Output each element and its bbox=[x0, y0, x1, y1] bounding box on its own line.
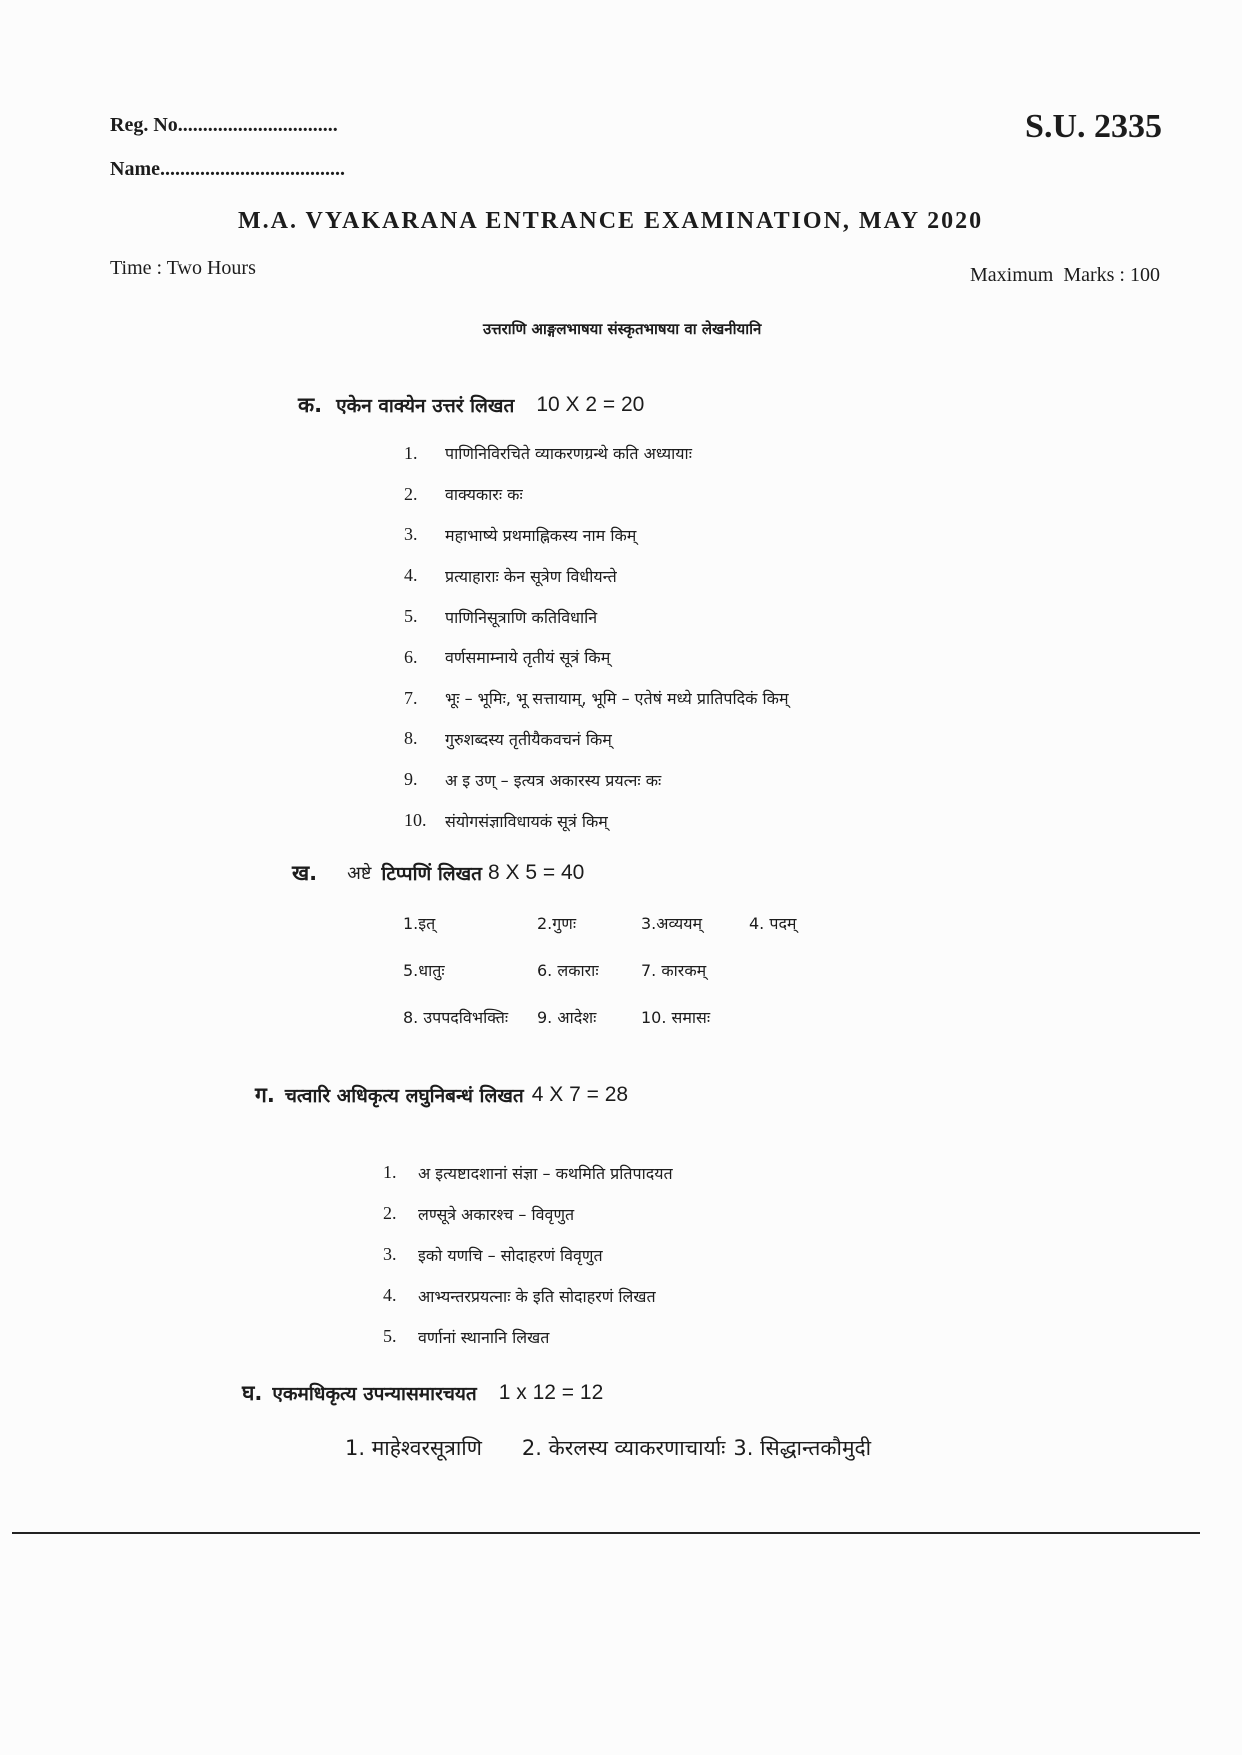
topic-text: लण्सूत्रे अकारश्च – विवृणुत bbox=[418, 1204, 575, 1224]
composition-topic-item: 2. केरलस्य व्याकरणाचार्याः bbox=[521, 1436, 726, 1460]
section-kha-topics bbox=[403, 899, 797, 1040]
question-item bbox=[404, 759, 789, 800]
question-text: अ इ उण् – इत्यत्र अकारस्य प्रयत्नः कः bbox=[445, 770, 662, 790]
section-kha-heading-count: अष्टे bbox=[347, 863, 372, 884]
question-item bbox=[404, 515, 789, 556]
topic-number: 3. bbox=[383, 1244, 397, 1264]
question-text: गुरुशब्दस्य तृतीयैकवचनं किम् bbox=[445, 729, 612, 749]
section-ka-marks: 10 X 2 = 20 bbox=[536, 393, 645, 416]
topic-number: 1. bbox=[383, 1162, 397, 1182]
question-text: वर्णसमाम्नाये तृतीयं सूत्रं किम् bbox=[445, 648, 611, 668]
note-topic-item: 4. पदम् bbox=[749, 913, 797, 933]
note-topic-item: 9. आदेशः bbox=[537, 1007, 597, 1027]
essay-topic-item bbox=[383, 1316, 673, 1357]
reg-no-field: Reg. No................................ bbox=[110, 114, 338, 136]
topic-number: 2. bbox=[383, 1203, 397, 1223]
page-bottom-rule bbox=[12, 1532, 1200, 1534]
section-gha-heading: एकमधिकृत्य उपन्यासमारचयत bbox=[272, 1383, 477, 1405]
section-ka-header bbox=[298, 385, 644, 425]
note-topic-item: 2.गुणः bbox=[537, 913, 577, 933]
note-topic-item: 7. कारकम् bbox=[641, 960, 707, 980]
question-number: 8. bbox=[404, 728, 418, 749]
time-label: Time : Two Hours bbox=[110, 257, 256, 279]
question-item bbox=[404, 433, 789, 474]
note-topic-item: 1.इत् bbox=[403, 913, 436, 933]
topic-number: 5. bbox=[383, 1326, 397, 1346]
essay-topic-item bbox=[383, 1193, 673, 1234]
composition-topic-item: 3. सिद्धान्तकौमुदी bbox=[733, 1436, 872, 1460]
note-topic-item: 8. उपपदविभक्तिः bbox=[403, 1007, 509, 1027]
section-gha-label: घ. bbox=[242, 1381, 263, 1405]
section-gha-header bbox=[242, 1373, 603, 1413]
section-ga-header bbox=[255, 1075, 628, 1115]
question-number: 9. bbox=[404, 769, 418, 790]
question-item bbox=[404, 637, 789, 678]
composition-topic-item: 1. माहेश्वरसूत्राणि bbox=[345, 1436, 482, 1460]
name-field: Name..................................... bbox=[110, 158, 345, 180]
question-number: 2. bbox=[404, 483, 418, 504]
question-number: 6. bbox=[404, 646, 418, 667]
question-number: 1. bbox=[404, 442, 418, 463]
question-number: 3. bbox=[404, 524, 418, 545]
question-number: 4. bbox=[404, 565, 418, 586]
topic-text: वर्णानां स्थानानि लिखत bbox=[418, 1327, 550, 1347]
question-number: 7. bbox=[404, 687, 418, 708]
note-topic-item: 6. लकाराः bbox=[537, 960, 599, 980]
section-ga-marks: 4 X 7 = 28 bbox=[531, 1083, 629, 1106]
section-kha-marks: 8 X 5 = 40 bbox=[488, 861, 585, 884]
essay-topic-item bbox=[383, 1152, 673, 1193]
section-kha-header bbox=[292, 853, 584, 893]
section-ga-label: ग. bbox=[255, 1083, 275, 1107]
exam-title: M.A. VYAKARANA ENTRANCE EXAMINATION, MAY 2020 bbox=[238, 208, 984, 234]
section-kha-label: ख. bbox=[292, 861, 318, 885]
question-text: पाणिनिसूत्राणि कतिविधानि bbox=[445, 607, 598, 627]
essay-topic-item bbox=[383, 1275, 673, 1316]
question-item bbox=[404, 719, 789, 760]
question-item bbox=[404, 800, 789, 841]
essay-topic-item bbox=[383, 1234, 673, 1275]
section-kha-heading: टिप्पणिं लिखत bbox=[381, 863, 483, 885]
question-item bbox=[404, 678, 789, 719]
paper-code: S.U. 2335 bbox=[1025, 108, 1162, 145]
section-gha-options bbox=[345, 1428, 871, 1468]
max-marks-label: Maximum Marks : 100 bbox=[970, 264, 1160, 286]
note-topic-item: 5.धातुः bbox=[403, 960, 445, 980]
question-text: महाभाष्ये प्रथमाह्निकस्य नाम किम् bbox=[445, 525, 637, 545]
question-item bbox=[404, 474, 789, 515]
instruction-text: उत्तराणि आङ्गलभाषया संस्कृतभाषया वा लेखनीयानि bbox=[483, 320, 762, 338]
question-number: 10. bbox=[404, 810, 427, 831]
section-ka-heading: एकेन वाक्येन उत्तरं लिखत bbox=[336, 395, 515, 417]
question-text: पाणिनिविरचिते व्याकरणग्रन्थे कति अध्यायाः bbox=[445, 444, 692, 464]
question-text: भूः – भूमिः, भू सत्तायाम्, भूमि – एतेषं मध्ये प्रातिपदिकं किम् bbox=[445, 689, 789, 709]
topic-text: अ इत्यष्टादशानां संज्ञा – कथमिति प्रतिपादयत bbox=[418, 1163, 673, 1183]
topic-text: इको यणचि – सोदाहरणं विवृणुत bbox=[418, 1245, 603, 1265]
question-number: 5. bbox=[404, 606, 418, 627]
note-topic-item: 10. समासः bbox=[641, 1007, 711, 1027]
topic-text: आभ्यन्तरप्रयत्नाः के इति सोदाहरणं लिखत bbox=[418, 1286, 656, 1306]
question-item bbox=[404, 555, 789, 596]
question-item bbox=[404, 596, 789, 637]
section-ga-heading: चत्वारि अधिकृत्य लघुनिबन्धं लिखत bbox=[284, 1085, 524, 1107]
section-ga-topics bbox=[383, 1152, 673, 1357]
topic-number: 4. bbox=[383, 1285, 397, 1305]
section-gha-marks: 1 x 12 = 12 bbox=[498, 1381, 604, 1404]
question-text: संयोगसंज्ञाविधायकं सूत्रं किम् bbox=[445, 811, 608, 831]
note-topic-item: 3.अव्ययम् bbox=[641, 913, 703, 933]
section-ka-questions bbox=[404, 433, 789, 841]
question-text: प्रत्याहाराः केन सूत्रेण विधीयन्ते bbox=[445, 566, 617, 586]
section-ka-label: क. bbox=[298, 393, 323, 417]
question-text: वाक्यकारः कः bbox=[445, 485, 523, 505]
